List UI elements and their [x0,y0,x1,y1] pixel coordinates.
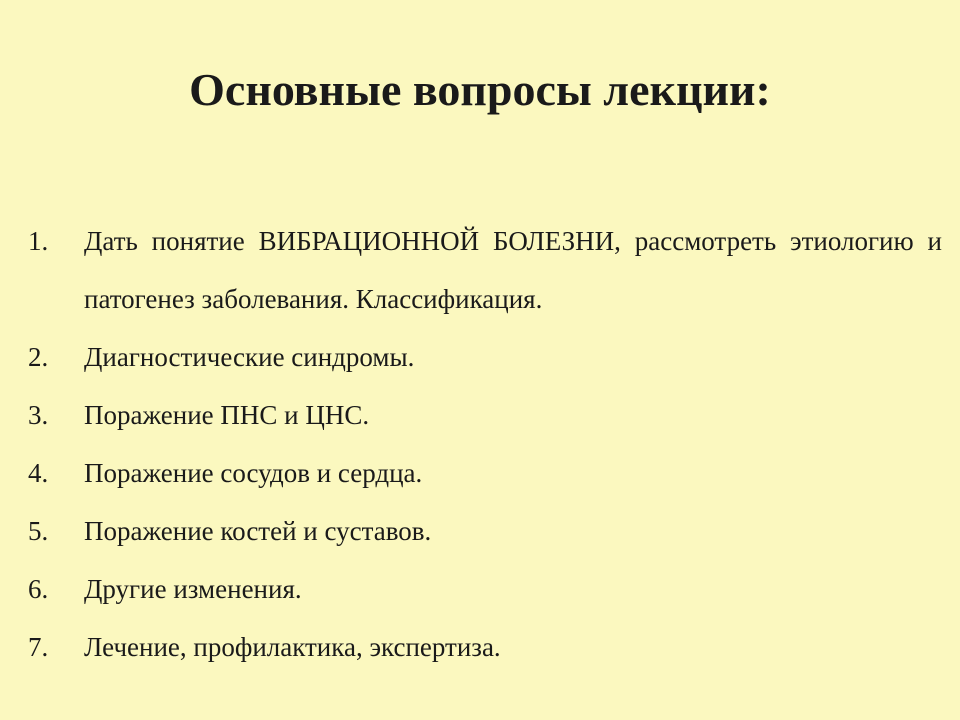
list-item [28,560,942,618]
list-item-text: Лечение, профилактика, экспертиза. [84,632,501,662]
list-item-number: 6. [28,574,49,604]
list-item-number: 5. [28,516,49,546]
list-item-text: Поражение сосудов и сердца. [84,458,423,488]
list-item [28,502,942,560]
list-item [28,212,942,328]
list-item-number: 7. [28,632,49,662]
list-item [28,618,942,676]
list-item-text: Диагностические синдромы. [84,342,415,372]
list-item-text: Поражение ПНС и ЦНС. [84,400,370,430]
list-item-number: 1. [28,226,49,256]
slide-title: Основные вопросы лекции: [189,64,771,115]
list-item [28,328,942,386]
list-item [28,444,942,502]
list-item-text: Дать понятие ВИБРАЦИОННОЙ БОЛЕЗНИ, рассмотреть этиологию и патогенез заболевания. Классификация. [84,226,942,314]
list-item [28,386,942,444]
list-item-number: 3. [28,400,49,430]
list-item-number: 4. [28,458,49,488]
list-item-text: Другие изменения. [84,574,302,604]
lecture-questions-list [28,212,942,676]
list-item-text: Поражение костей и суставов. [84,516,432,546]
list-item-number: 2. [28,342,49,372]
